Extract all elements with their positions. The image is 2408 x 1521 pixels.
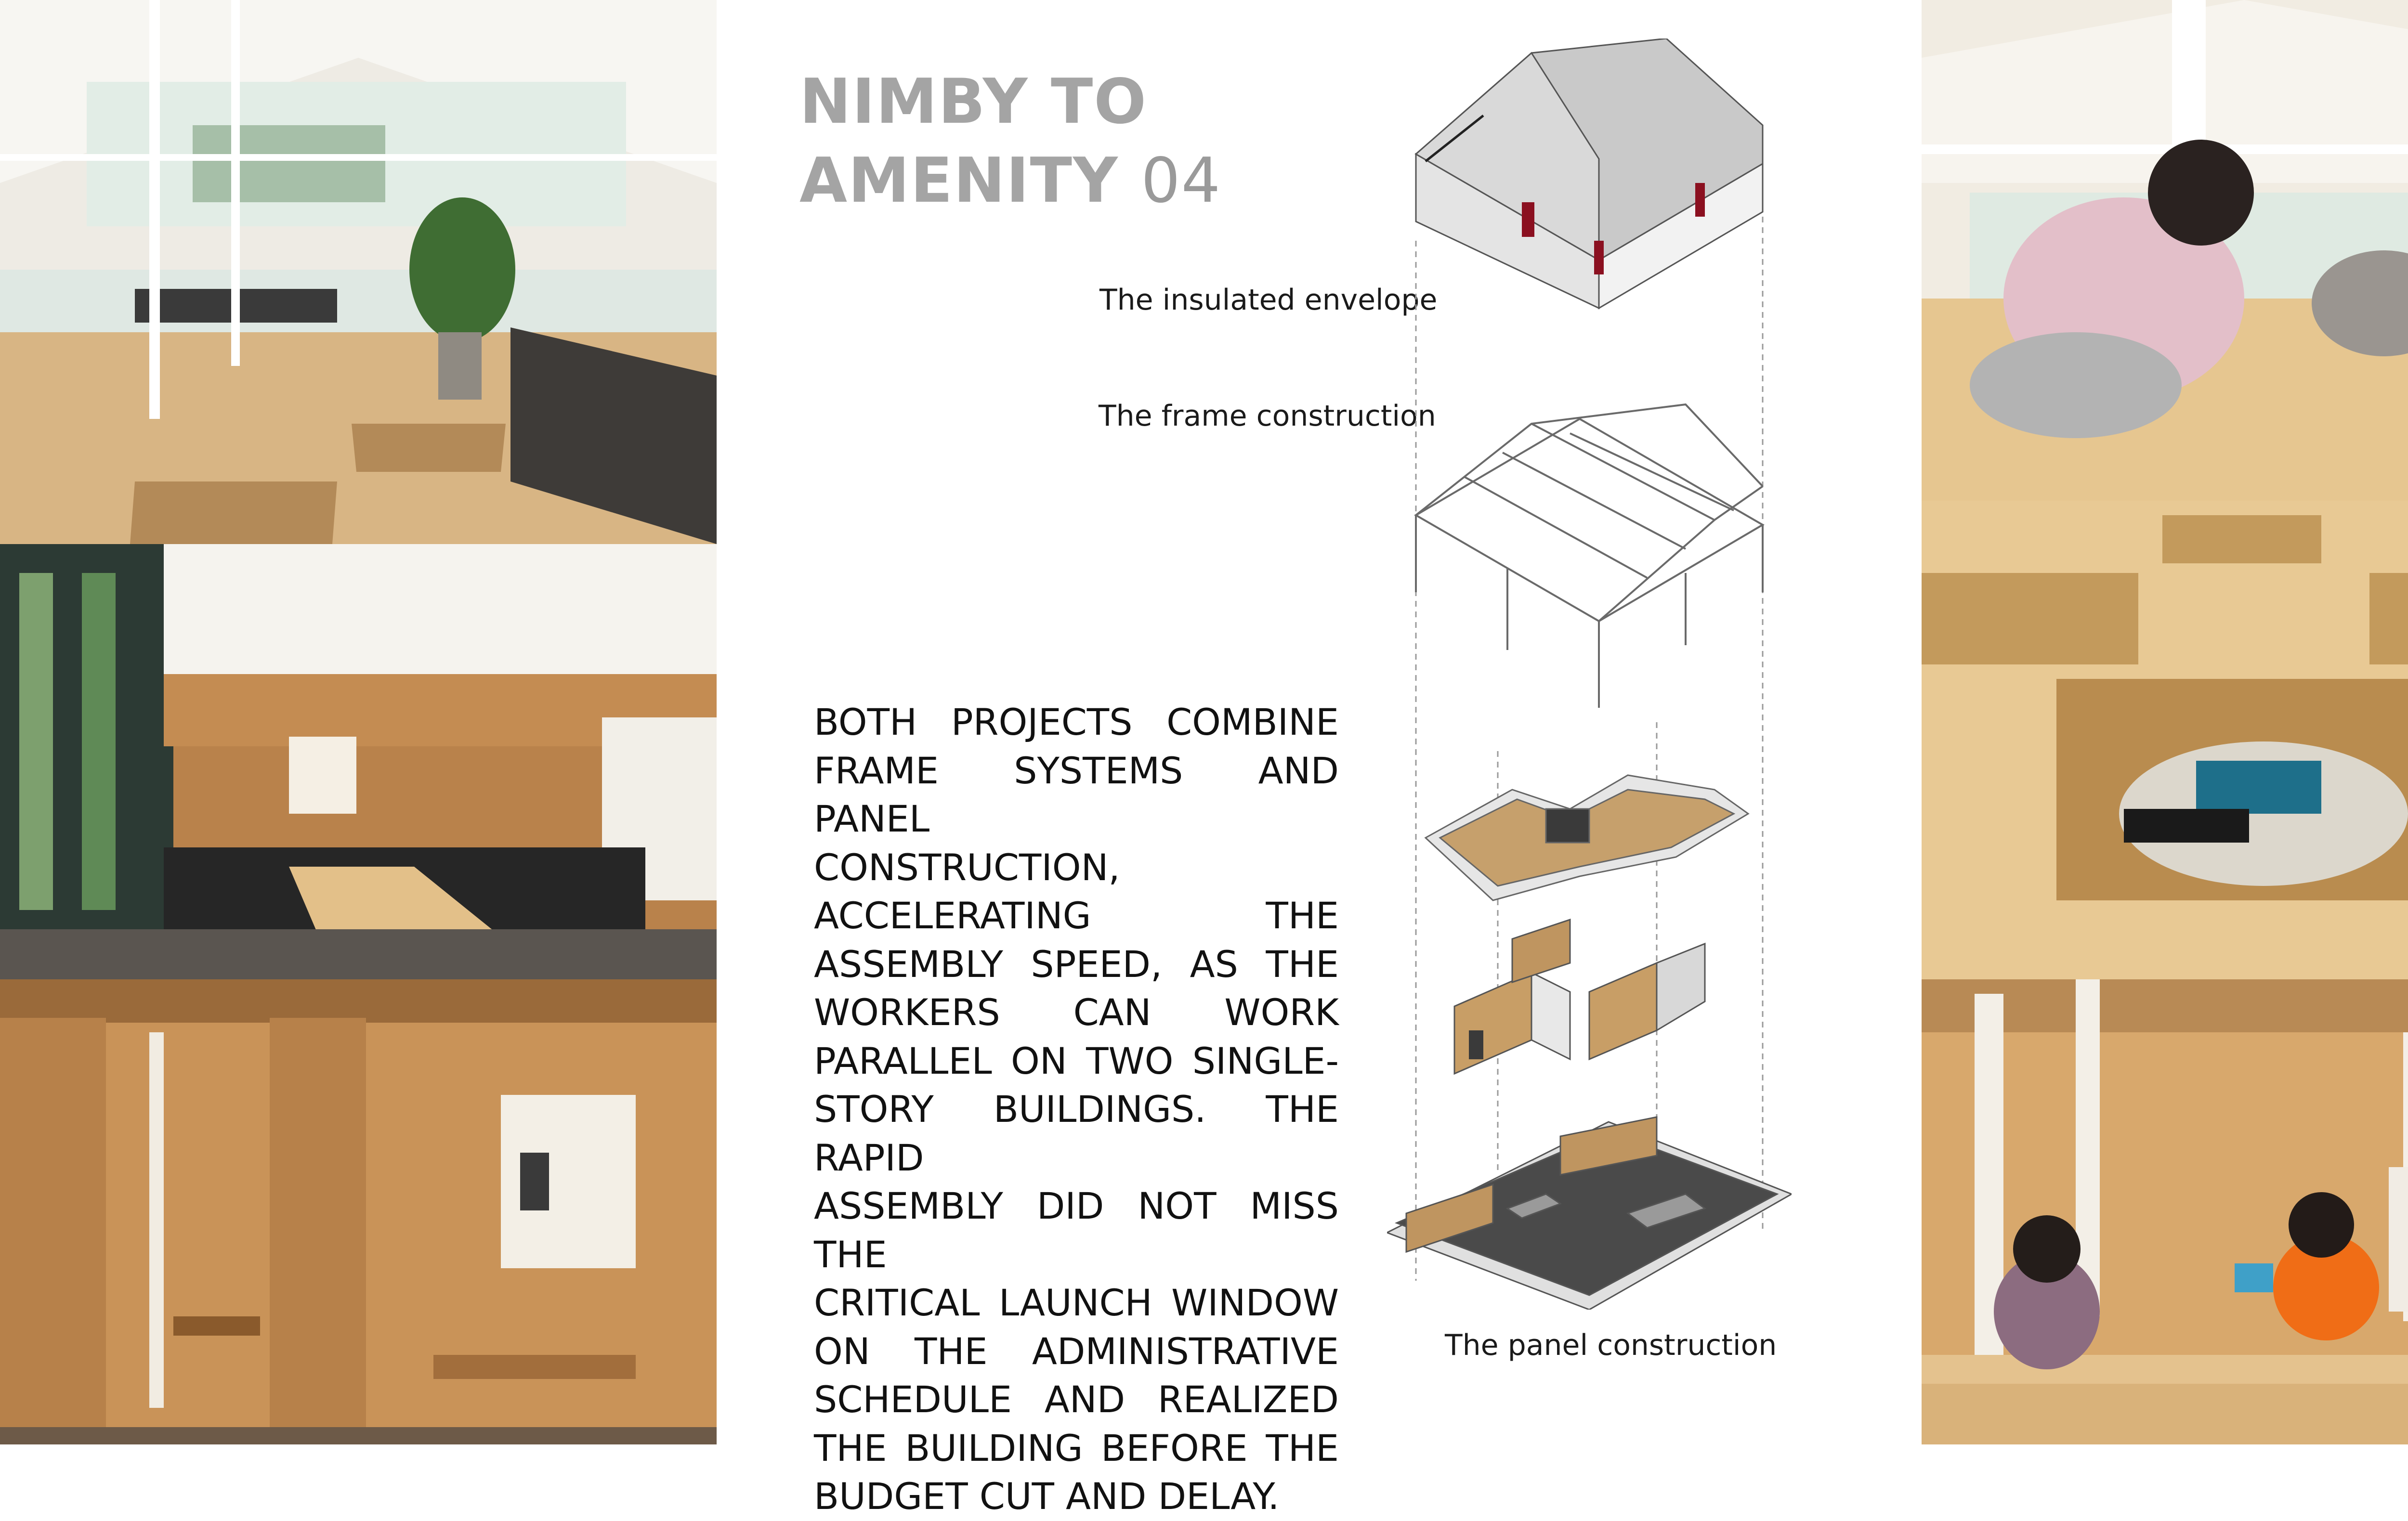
body-line: FRAME SYSTEMS AND PANEL bbox=[814, 749, 1339, 840]
label-frame-construction: The frame construction bbox=[1099, 399, 1436, 433]
body-text bbox=[814, 698, 1339, 1521]
frame-structure bbox=[1416, 404, 1763, 708]
title-line-1: NIMBY TO bbox=[799, 66, 1148, 138]
body-line: PARALLEL ON TWO SINGLE- bbox=[814, 1039, 1339, 1082]
photo-kids-reading-table bbox=[1922, 979, 2408, 1444]
label-insulated-envelope: The insulated envelope bbox=[1099, 283, 1438, 317]
body-line: ON THE ADMINISTRATIVE bbox=[814, 1329, 1339, 1373]
body-line: ACCELERATING THE bbox=[814, 894, 1339, 937]
body-line: ASSEMBLY SPEED, AS THE bbox=[814, 942, 1339, 986]
body-line: SCHEDULE AND REALIZED bbox=[814, 1378, 1339, 1421]
exploded-axonometric-diagram bbox=[1387, 39, 1792, 1310]
photo-wood-booths bbox=[0, 979, 717, 1444]
photo-mezzanine-interior bbox=[0, 0, 717, 544]
roof-panel-slab bbox=[1426, 775, 1748, 900]
body-line: BOTH PROJECTS COMBINE bbox=[814, 701, 1339, 743]
body-line: CRITICAL LAUNCH WINDOW bbox=[814, 1281, 1339, 1324]
page-title bbox=[799, 63, 1221, 221]
photo-reading-room bbox=[0, 544, 717, 979]
body-line: CONSTRUCTION, bbox=[814, 845, 1120, 889]
body-line: THE BUILDING BEFORE THE bbox=[814, 1426, 1339, 1469]
floor-panel-base bbox=[1387, 1117, 1792, 1310]
wall-panel-modules bbox=[1454, 920, 1705, 1074]
body-line: ASSEMBLY DID NOT MISS THE bbox=[814, 1184, 1339, 1276]
body-line: STORY BUILDINGS. THE RAPID bbox=[814, 1088, 1339, 1179]
title-number: 04 bbox=[1141, 145, 1222, 217]
body-line: WORKERS CAN WORK bbox=[814, 991, 1339, 1034]
photo-kids-on-platforms bbox=[1922, 0, 2408, 979]
label-panel-construction: The panel construction bbox=[1445, 1328, 1777, 1362]
body-line: BUDGET CUT AND DELAY. bbox=[814, 1475, 1280, 1518]
title-line-2: AMENITY bbox=[799, 145, 1119, 217]
envelope-house bbox=[1416, 39, 1763, 308]
dashed-guide-lines bbox=[1416, 164, 1763, 1281]
